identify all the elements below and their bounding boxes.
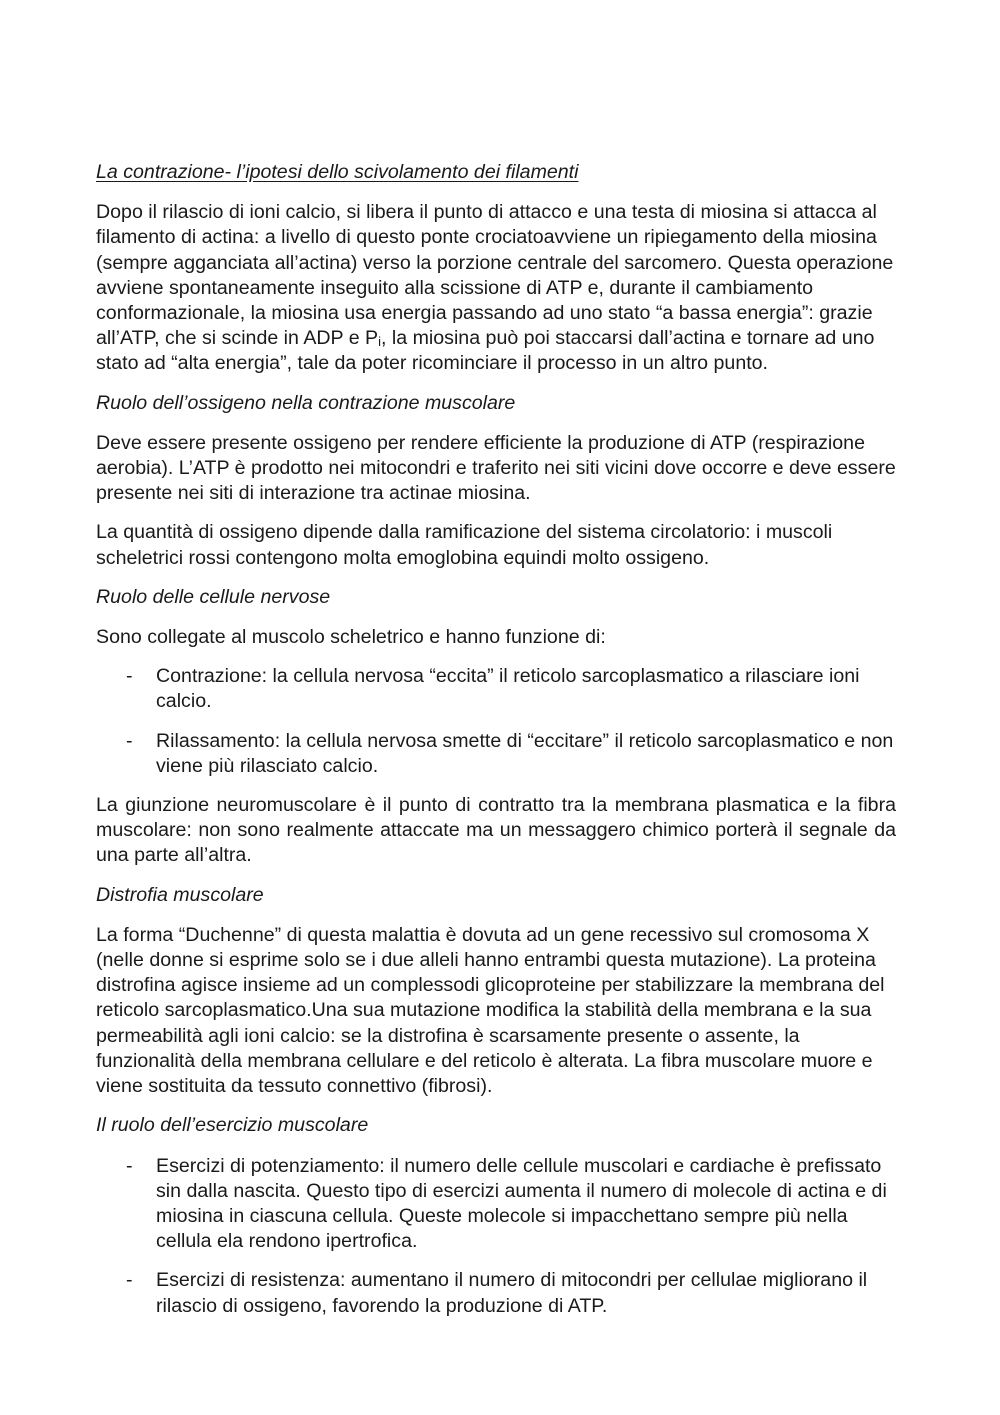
section-heading: Ruolo delle cellule nervose (96, 585, 331, 608)
list-marker: - (126, 665, 133, 688)
paragraph-text: Dopo il rilascio di ioni calcio, si libera il punto di attacco e una testa di miosina si attacca al filamento di actina: a livello di questo ponte crociatoavviene un ripiegamento della miosina (sempre agganciata all’actina) verso la porzione centrale del sarcomero. Questa operazione avviene spontaneamente inseguito alla scissione di ATP e, durante il cambiamento conformazionale, la miosina usa energia passando ad uno stato “a bassa energia”: grazie all’ATP, che si scinde in (96, 201, 894, 350)
paragraph: La giunzione neuromuscolare è il punto di contratto tra la membrana plasmatica e la fibra muscolare: non sono realmente attaccate ma un messaggero chimico porterà il segnale da una parte all’altra. (96, 794, 896, 867)
paragraph: Sono collegate al muscolo scheletrico e hanno funzione di: (96, 626, 606, 649)
list-item-text: Esercizi di potenziamento: il numero delle cellule muscolari e cardiache è prefissato sin dalla nascita. Questo tipo di esercizi aumenta il numero di molecole di actina e di miosina in ciascuna cellula. Queste molecole si impacchettano sempre più nella cellula ela rendono ipertrofica. (156, 1154, 887, 1253)
list-marker: - (126, 1269, 133, 1292)
list-item-text: Esercizi di resistenza: aumentano il numero di mitocondri per cellulae migliorano il rilascio di ossigeno, favorendo la produzione di ATP. (156, 1269, 868, 1317)
document-page (96, 160, 896, 1333)
list-marker: - (126, 729, 133, 752)
paragraph (96, 200, 896, 376)
section-heading: Il ruolo dell’esercizio muscolare (96, 1114, 369, 1137)
list-item (96, 729, 896, 779)
list-item-text: Rilassamento: la cellula nervosa smette di “eccitare” il reticolo sarcoplasmatico e non viene più rilasciato calcio. (156, 729, 894, 777)
paragraph: La quantità di ossigeno dipende dalla ramificazione del sistema circolatorio: i muscoli scheletrici rossi contengono molta emoglobina equindi molto ossigeno. (96, 521, 833, 569)
list-item-text: Contrazione: la cellula nervosa “eccita” il reticolo sarcoplasmatico a rilasciare ioni calcio. (156, 665, 860, 713)
subscript: i (378, 334, 381, 350)
section-heading: La contrazione- l’ipotesi dello scivolamento dei filamenti (96, 161, 579, 183)
section-heading: Ruolo dell’ossigeno nella contrazione muscolare (96, 391, 516, 414)
paragraph-text: , la miosina può poi staccarsi dall’actina e tornare ad uno stato ad “alta energia”, tale da poter ricominciare il processo in un altro punto. (96, 327, 875, 375)
list-item (96, 664, 896, 714)
list-marker: - (126, 1154, 133, 1177)
section-heading: Distrofia muscolare (96, 883, 264, 906)
list-item (96, 1268, 896, 1318)
bullet-list (96, 1154, 896, 1319)
paragraph: La forma “Duchenne” di questa malattia è dovuta ad un gene recessivo sul cromosoma X (nelle donne si esprime solo se i due alleli hanno entrambi questa mutazione). La proteina distrofina agisce insieme ad un complessodi glicoproteine per stabilizzare la membrana del reticolo sarcoplasmatico.Una sua mutazione modifica la stabilità della membrana e la sua permeabilità agli ioni calcio: se la distrofina è scarsamente presente o assente, la funzionalità della membrana cellulare e del reticolo è alterata. La fibra muscolare muore e viene sostituita da tessuto connettivo (fibrosi). (96, 923, 885, 1098)
list-item (96, 1154, 896, 1255)
paragraph: Deve essere presente ossigeno per rendere efficiente la produzione di ATP (respirazione aerobia). L’ATP è prodotto nei mitocondri e traferito nei siti vicini dove occorre e deve essere presente nei siti di interazione tra actinae miosina. (96, 431, 896, 505)
bullet-list (96, 664, 896, 779)
paragraph-text: ADP e P (303, 327, 379, 350)
